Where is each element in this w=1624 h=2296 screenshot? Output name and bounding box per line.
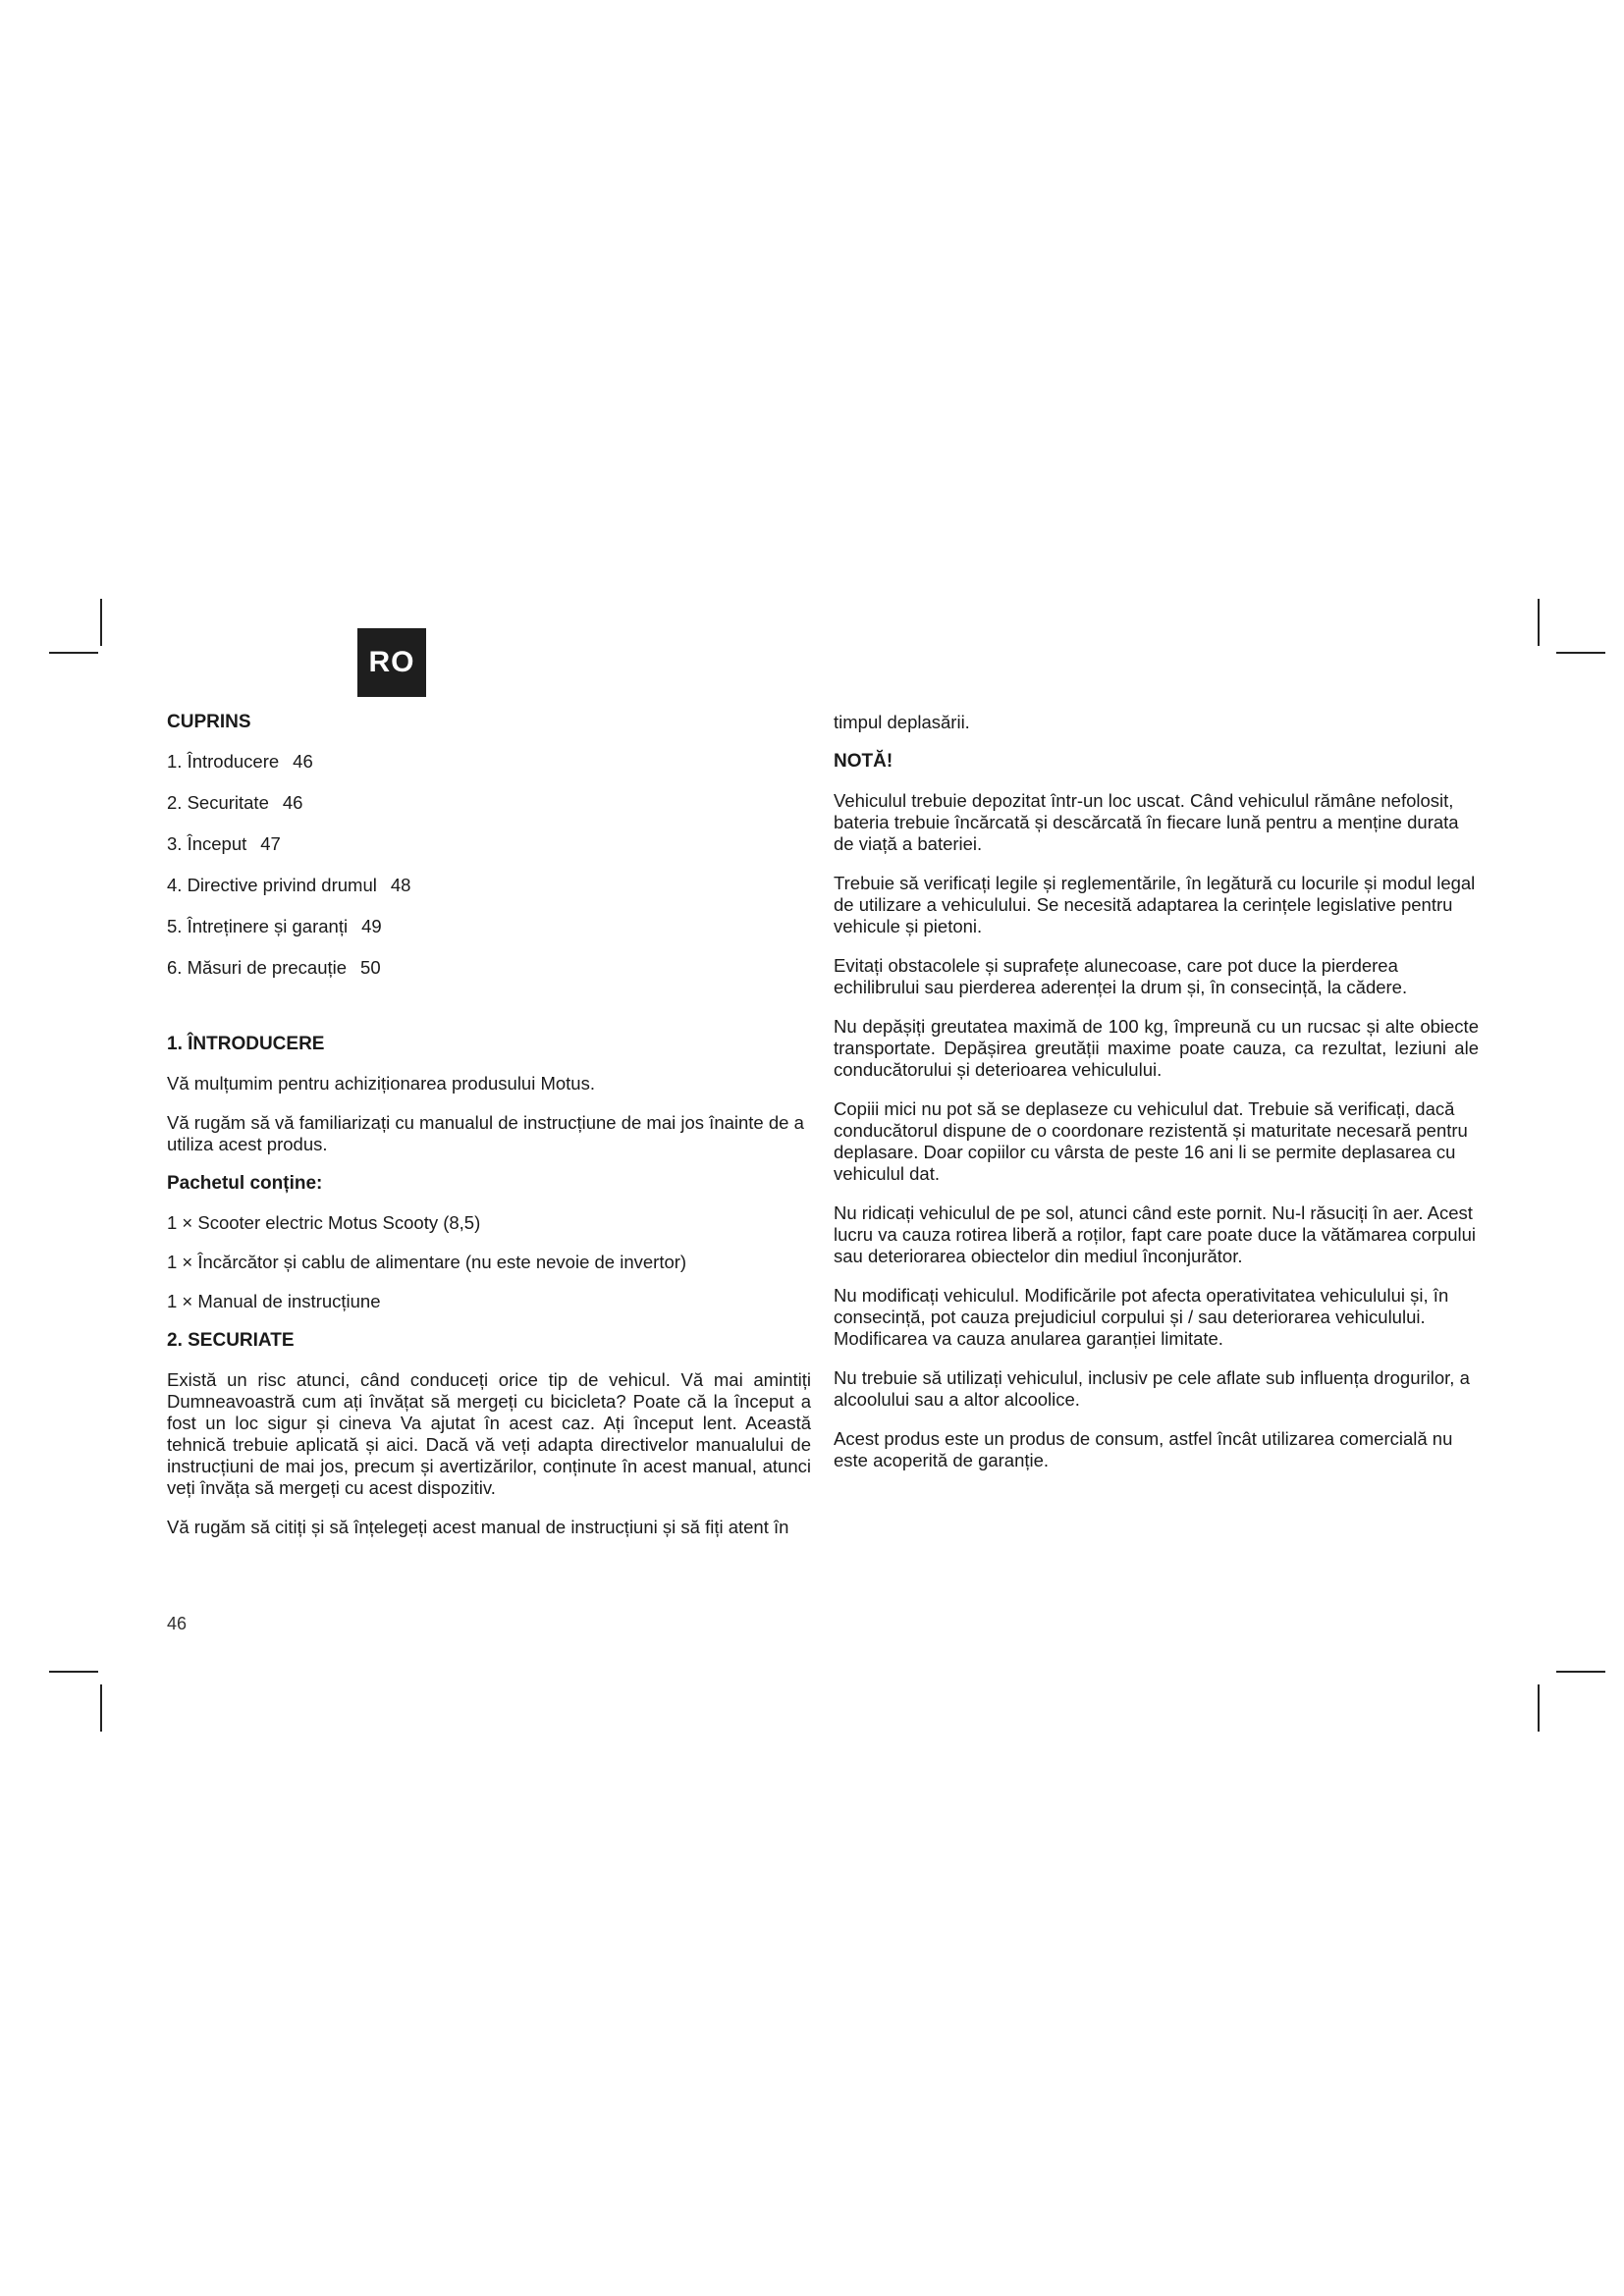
note-paragraph: Trebuie să verificați legile și reglementările, în legătură cu locurile și modul legal de utilizare a vehiculului. Se necesită adaptarea la cerințele legislative pentru vehicule și pietoni. [834, 873, 1476, 936]
toc-item-page: 46 [293, 751, 313, 772]
toc-item-page: 50 [360, 957, 381, 978]
crop-mark-bottom-right-horizontal [1556, 1671, 1605, 1673]
crop-mark-top-right-horizontal [1556, 652, 1605, 654]
intro-paragraph: Vă mulțumim pentru achiziționarea produsului Motus. [167, 1073, 595, 1094]
toc-item [167, 875, 811, 896]
package-heading: Pachetul conține: [167, 1173, 323, 1194]
toc-item-label: 3. Început [167, 833, 247, 854]
toc-item [167, 957, 811, 979]
toc-item-label: 2. Securitate [167, 792, 269, 813]
note-paragraph: Nu modificați vehiculul. Modificările pot afecta operativitatea vehiculului și, în consecință, pot cauza prejudiciul corpului și / sau deteriorarea vehiculului. Modificarea va cauza anularea garanției limitate. [834, 1285, 1449, 1349]
toc-item [167, 792, 811, 814]
intro-heading: 1. ÎNTRODUCERE [167, 1034, 325, 1054]
right-column [834, 712, 1479, 1489]
package-item: 1 × Scooter electric Motus Scooty (8,5) [167, 1212, 481, 1233]
crop-mark-bottom-left-vertical [100, 1684, 102, 1732]
toc-item-page: 47 [260, 833, 281, 854]
note-paragraph: Vehiculul trebuie depozitat într-un loc uscat. Când vehiculul rămâne nefolosit, bateria trebuie încărcată și descărcată în fiecare lună pentru a menține durata de viață a bateriei. [834, 790, 1459, 854]
security-paragraph: Există un risc atunci, când conduceți orice tip de vehicul. Vă mai amintiți Dumneavoastră cum ați învățat să mergeți cu bicicleta? Poate că la început a fost un loc sigur și cineva Va ajutat în acest caz. Ați început lent. Această tehnică trebuie aplicată și aici. Dacă vă veți adapta directivelor manualului de instrucțiuni de mai jos, precum și avertizărilor, conținute în acest manual, atunci veți învăța să mergeți cu acest dispozitiv. [167, 1369, 811, 1498]
crop-mark-top-left-vertical [100, 599, 102, 646]
package-item: 1 × Încărcător și cablu de alimentare (nu este nevoie de invertor) [167, 1252, 687, 1272]
crop-mark-bottom-right-vertical [1538, 1684, 1540, 1732]
toc-item [167, 833, 811, 855]
language-badge: RO [357, 628, 426, 697]
note-paragraph: Evitați obstacolele și suprafețe alunecoase, care pot duce la pierderea echilibrului sau pierderea aderenței la drum și, în consecință, la cădere. [834, 955, 1408, 997]
note-paragraph: Nu ridicați vehiculul de pe sol, atunci când este pornit. Nu-l răsuciți în aer. Acest lucru va cauza rotirea liberă a roților, fapt care poate duce la vătămarea corpului sau deteriorarea obiectelor din mediul înconjurător. [834, 1202, 1477, 1266]
security-heading: 2. SECURIATE [167, 1330, 295, 1351]
toc-item [167, 916, 811, 937]
toc-item-page: 49 [361, 916, 382, 936]
toc-item-page: 46 [282, 792, 303, 813]
page-number: 46 [167, 1614, 188, 1633]
crop-mark-top-right-vertical [1538, 599, 1540, 646]
toc-item-label: 5. Întreținere și garanți [167, 916, 349, 936]
note-paragraph: Copiii mici nu pot să se deplaseze cu vehiculul dat. Trebuie să verificați, dacă conducătorul dispune de o coordonare rezistentă și maturitate necesară pentru deplasare. Doar copiilor cu vârsta de peste 16 ani li se permite deplasarea cu vehiculul dat. [834, 1098, 1468, 1184]
crop-mark-top-left-horizontal [49, 652, 98, 654]
note-paragraph: Acest produs este un produs de consum, astfel încât utilizarea comercială nu este acoperită de garanție. [834, 1428, 1453, 1470]
toc-item-label: 4. Directive privind drumul [167, 875, 377, 895]
security-paragraph: Vă rugăm să citiți și să înțelegeți acest manual de instrucțiuni și să fiți atent în [167, 1517, 789, 1537]
left-column [167, 712, 811, 1556]
toc-item-label: 6. Măsuri de precauție [167, 957, 348, 978]
crop-mark-bottom-left-horizontal [49, 1671, 98, 1673]
note-paragraph: Nu depășiți greutatea maximă de 100 kg, împreună cu un rucsac și alte obiecte transportate. Depășirea greutății maxime poate cauza, ca rezultat, leziuni ale conducătorului și deterioarea vehiculului. [834, 1016, 1479, 1080]
toc-item-page: 48 [390, 875, 411, 895]
intro-paragraph: Vă rugăm să vă familiarizați cu manualul de instrucțiune de mai jos înainte de a utiliza acest produs. [167, 1112, 804, 1154]
continuation-text: timpul deplasării. [834, 712, 970, 732]
toc-item [167, 751, 811, 773]
toc-item-label: 1. Întroducere [167, 751, 280, 772]
package-item: 1 × Manual de instrucțiune [167, 1291, 381, 1311]
toc-title: CUPRINS [167, 712, 251, 732]
note-paragraph: Nu trebuie să utilizați vehiculul, inclusiv pe cele aflate sub influența drogurilor, a alcoolului sau a altor alcoolice. [834, 1367, 1470, 1410]
note-heading: NOTĂ! [834, 751, 893, 772]
